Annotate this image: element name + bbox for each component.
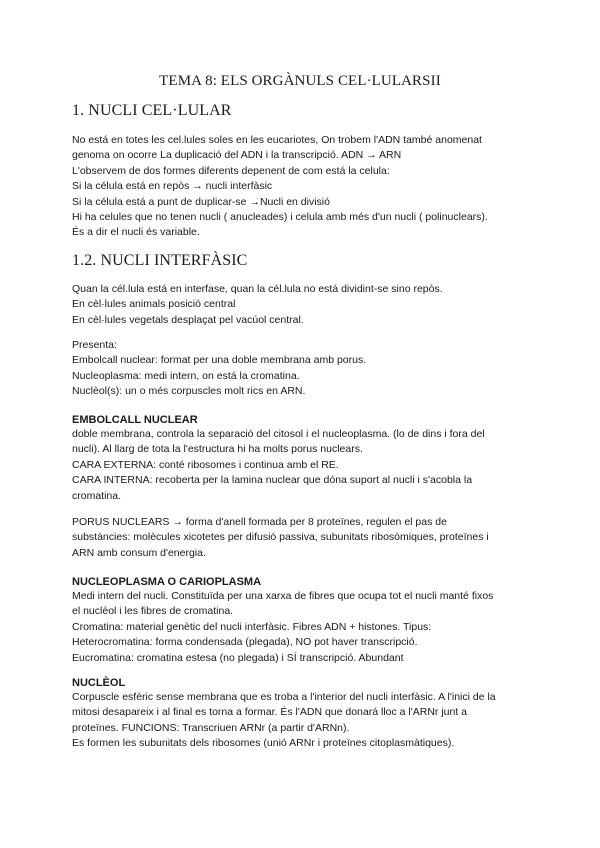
text-line: Heterocromatina: forma condensada (plegada), NO pot haver transcripció. [72,636,418,649]
paragraph-nucli-cellular [72,133,532,241]
text-line: L'observem de dos formes diferents depenent de com está la celula: [72,164,390,177]
heading-embolcall-nuclear: EMBOLCALL NUCLEAR [72,414,198,426]
paragraph-presenta [72,338,532,400]
text-line: Nucleoplasma: medi intern, on está la cromatina. [72,369,300,382]
document-title: TEMA 8: ELS ORGÀNULS CEL·LULARSII [159,73,441,89]
text-line: És a dir el nucli és variable. [72,226,200,239]
text-line: proteïnes. FUNCIONS: Transcriuen ARNr (a partir d'ARNn). [72,721,350,734]
paragraph-porus-nuclears [72,515,532,561]
text-line: CARA INTERNA: recoberta per la lamina nuclear que dóna suport al nucli i s'acobla la [72,474,473,487]
text-line: Eucromatina: cromatina estesa (no plegada) i SÍ transcripció. Abundant [72,651,404,664]
text-line: En cèl·lules vegetals desplaçat pel vacúol central. [72,313,304,326]
heading-nucli-interfasic: 1.2. NUCLI INTERFÀSIC [72,252,248,269]
text-line: En cèl·lules animals posició central [72,298,236,311]
text-line: el nuclèol i les fibres de cromatina. [72,605,234,618]
paragraph-embolcall-nuclear [72,427,532,504]
text-line: nucli). Al llarg de tota la l'estructura hi ha molts porus nuclears. [72,443,363,456]
heading-nucleoplasma: NUCLEOPLASMA O CARIOPLASMA [72,576,262,588]
text-line: mitosi desapareix i al final es torna a formar. És l'ADN que donará lloc a l'ARNr junt a [72,706,468,719]
text-line: No está en totes les cel.lules soles en les eucariotes, On trobem l'ADN també anomenat [72,134,482,146]
heading-nucleol: NUCLÈOL [72,677,126,689]
paragraph-nucleoplasma [72,589,532,666]
text-line: Es formen les subunitats dels ribosomes (unió ARNr i proteïnes citoplasmàtiques). [72,737,455,750]
text-line: genoma on ocorre La duplicació del ADN i la transcripció. ADN → ARN [72,149,402,162]
text-line: PORUS NUCLEARS → forma d'anell formada per 8 proteïnes, regulen el pas de [72,516,447,528]
text-line: Embolcall nuclear: format per una doble membrana amb porus. [72,354,367,367]
paragraph-nucleol [72,690,532,752]
text-line: cromatina. [72,489,122,502]
text-line: Si la célula está a punt de duplicar-se →Nucli en divisió [72,195,330,208]
text-line: Si la célula está en repòs → nucli interfàsic [72,180,273,193]
paragraph-nucli-interfasic [72,282,532,328]
text-line: ARN amb consum d'energia. [72,546,206,559]
text-line: substàncies: molècules xicotetes per difusió passiva, subunitats ribosòmiques, proteïnes i [72,531,489,544]
heading-nucli-cellular: 1. NUCLI CEL·LULAR [72,102,232,119]
text-line: Cromatina: material genètic del nucli interfàsic. Fibres ADN + histones. Tipus: [72,620,432,633]
text-line: CARA EXTERNA: conté ribosomes i continua amb el RE. [72,458,339,471]
text-line: Corpuscle esfèric sense membrana que es troba a l'interior del nucli interfàsic. A l'inici de la [72,691,496,703]
text-line: Quan la cél.lula está en interfase, quan la cél.lula no está dividint-se sino repòs. [72,283,443,295]
text-line: doble membrana, controla la separació del citosol i el nucleoplasma. (lo de dins i fora del [72,428,485,440]
text-line: Nuclèol(s): un o més corpuscles molt rics en ARN. [72,385,306,398]
text-line: Presenta: [72,339,117,351]
text-line: Hi ha celules que no tenen nucli ( anucleades) i celula amb més d'un nucli ( polinuclears). [72,210,488,223]
text-line: Medi intern del nucli. Constituïda per una xarxa de fibres que ocupa tot el nucli manté fixos [72,590,494,602]
